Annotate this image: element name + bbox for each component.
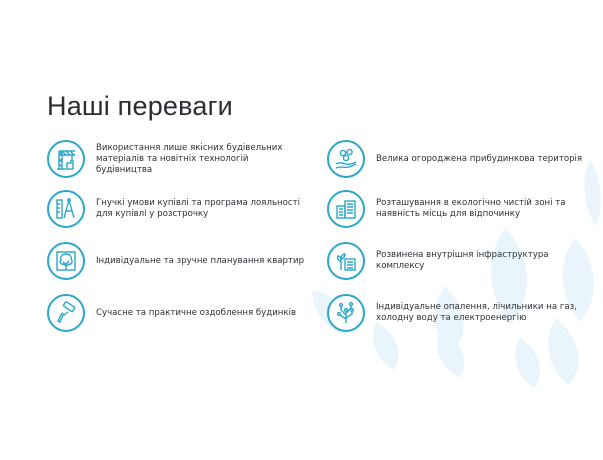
feature-text: Розташування в екологічно чистій зоні та наявність місць для відпочинку: [376, 198, 566, 219]
feature-location: [327, 190, 586, 228]
drawing-tools-icon: [47, 190, 85, 228]
feature-text: Індивідуальне опалення, лічильники на газ, холодну воду та електроенергію: [376, 302, 577, 323]
feature-utilities: [327, 294, 586, 332]
feature-text: Індивідуальне та зручне планування квартир: [96, 255, 305, 266]
buildings-icon: [327, 190, 365, 228]
feature-text: Розвинена внутрішня інфраструктура комплексу: [376, 250, 549, 271]
feature-text: Гнучкі умови купівлі та програма лояльності для купівлі у розстрочку: [96, 198, 301, 219]
plant-building-icon: [327, 242, 365, 280]
circuit-icon: [327, 294, 365, 332]
hand-coins-icon: [327, 140, 365, 178]
feature-quality-materials: [47, 140, 306, 178]
feature-text: Сучасне та практичне оздоблення будинків: [96, 307, 297, 318]
page-title: Наші переваги: [47, 91, 233, 121]
feature-finishing: [47, 294, 306, 332]
feature-infrastructure: [327, 242, 586, 280]
feature-territory: [327, 140, 586, 178]
feature-text: Велика огороджена прибудинкова територія: [376, 153, 583, 164]
feature-text: Використання лише якісних будівельних матеріалів та новітніх технологій будівництва: [96, 142, 283, 175]
feature-loyalty-program: [47, 190, 306, 228]
paint-roller-icon: [47, 294, 85, 332]
feature-planning: [47, 242, 306, 280]
tree-icon: [47, 242, 85, 280]
crane-icon: [47, 140, 85, 178]
